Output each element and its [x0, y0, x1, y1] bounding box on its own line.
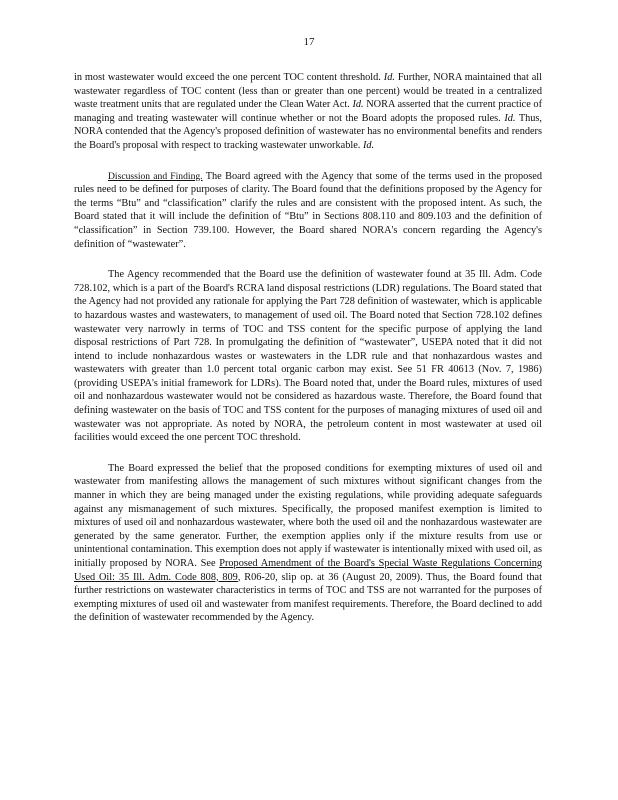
- paragraph-discussion: [74, 170, 542, 252]
- paragraph-text: The Board agreed with the Agency that some of the terms used in the proposed rules need to be defined for purposes of clarity. The Board found that the definitions proposed by the Agency for the terms “Btu” and “classification” clarify the rules and are consistent with the proposed intent. As such, the Board stated that it will include the definition of “Btu” in Sections 808.110 and 809.103 and the definition of “classification” in Section 739.100. However, the Board shared NORA's concern regarding the Agency's definition of “wastewater”.: [74, 170, 542, 250]
- paragraph-text: , R06-20, slip op. at 36 (August 20, 2009). Thus, the Board found that further restrictions on wastewater characteristics in terms of TOC and TSS are not warranted for the purposes of exempting mixtures of used oil and wastewater from manifest requirements. Therefore, the Board declined to add the definition of wastewater recommended by the Agency.: [74, 571, 542, 624]
- paragraph-text: The Agency recommended that the Board use the definition of wastewater found at 35 Ill. Adm. Code 728.102, which is a part of the Board's RCRA land disposal restrictions (LDR) regulations. The Board stated that the Agency had not provided any rationale for applying the Part 728 definition of wastewater, which is applicable to hazardous wastes and wastewaters, to management of used oil. The Board noted that Section 728.102 defines wastewater very narrowly in terms of TOC and TSS content for the specific purpose of applying the land disposal restrictions of Part 728. In promulgating the definition of “wastewater”, USEPA noted that it did not intend to include nonhazardous wastes or wastewaters in the LDR rule and that nonhazardous wastes and wastewaters with greater than 1.0 percent total organic carbon may exist. See 51 FR 40613 (Nov. 7, 1986) (providing USEPA's initial framework for LDRs). The Board noted that, under the Board rules, mixtures of used oil and nonhazardous wastewater would not be considered as hazardous waste. Therefore, the Board found that defining wastewater on the basis of TOC and TSS content for the purposes of managing mixtures of used oil and wastewater was not appropriate. As noted by NORA, the petroleum content in most wastewater at used oil facilities would exceed the one percent TOC threshold.: [74, 269, 542, 444]
- paragraph-agency-recommendation: [74, 268, 542, 445]
- paragraph-text: The Board expressed the belief that the proposed conditions for exempting mixtures of used oil and wastewater from manifesting allows the management of such mixtures without significant changes from the manner in which they are being managed under the existing regulations, while providing adequate safeguards against any mismanagement of such mixtures. Specifically, the proposed manifest exemption is limited to mixtures of used oil and nonhazardous wastewater, where both the used oil and the nonhazardous wastewater are generated by the same generator. Further, the exemption applies only if the mixture results from use or unintentional contamination. This exemption does not apply if wastewater is intentionally mixed with used oil, as initially proposed by NORA. See: [74, 462, 542, 569]
- citation-id: Id.: [352, 99, 364, 111]
- case-citation: Proposed Amendment of the Board's Special Waste Regulations Concerning Used Oil: 35 Ill. Adm. Code 808, 809: [74, 558, 543, 583]
- citation-id: Id.: [383, 72, 395, 83]
- paragraph-text: in most wastewater would exceed the one percent TOC content threshold.: [74, 72, 381, 83]
- paragraph-board-finding: [74, 462, 542, 625]
- paragraph-text: Further, NORA maintained that all wastewater regardless of TOC content (less than or greater than one percent) would be treated in a centralized waste treatment units that are regulated under the Clean Water Act.: [74, 72, 542, 111]
- page-number: 17: [303, 36, 315, 48]
- section-heading: Discussion and Finding.: [108, 170, 203, 182]
- document-body: [74, 71, 542, 625]
- paragraph-text: Thus, NORA contended that the Agency's proposed definition of wastewater has no environmental benefits and renders the Board's proposal with respect to tracking wastewater unworkable.: [74, 112, 542, 151]
- citation-id: Id.: [504, 112, 516, 124]
- paragraph-nora-argument: [74, 71, 542, 153]
- citation-id: Id.: [362, 139, 375, 151]
- paragraph-text: NORA asserted that the current practice of managing and treating wastewater will continue whether or not the Board adopts the proposed rules.: [74, 99, 543, 124]
